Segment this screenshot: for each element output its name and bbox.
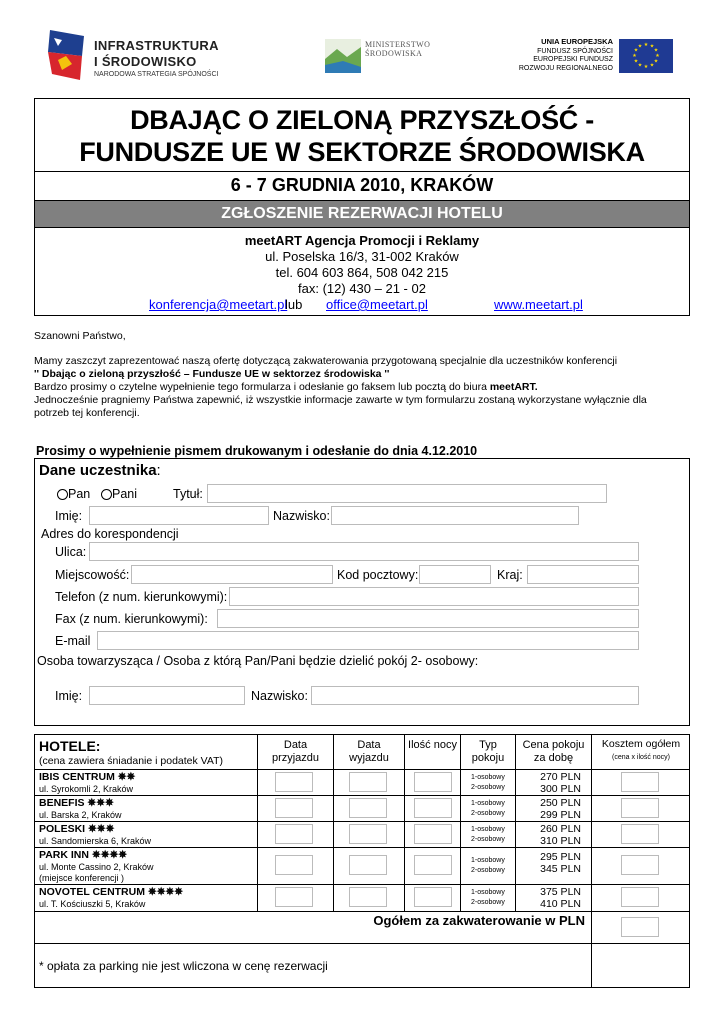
- eu-text: [519, 38, 613, 73]
- col-total: Kosztem ogółem: [601, 738, 681, 750]
- price-single: 260 PLN: [540, 823, 581, 835]
- kod-label: Kod pocztowy:: [337, 568, 419, 582]
- price-cell: [521, 851, 581, 875]
- hotel-name: NOVOTEL CENTRUM ✵✵✵✵: [39, 886, 184, 898]
- col-type: [461, 739, 515, 765]
- intro-p3a: Bardzo prosimy o czytelne wypełnienie tego formularza i odesłanie go faksem lub pocztą do biura: [34, 381, 490, 393]
- svg-text:★: ★: [633, 47, 639, 54]
- svg-text:★: ★: [633, 58, 639, 65]
- price-cell: [521, 823, 581, 847]
- ulica-input[interactable]: [89, 542, 639, 561]
- hotel-street: ul. Monte Cassino 2, Kraków: [39, 862, 154, 872]
- intro-p4: Jednocześnie pragniemy Państwa zapewnić, iż wszystkie informacje zawarte w tym formularzu zostaną wykorzystane wyłącznie dla: [34, 394, 647, 406]
- type2: 2-osobowy: [471, 836, 505, 843]
- companion-label: Osoba towarzysząca / Osoba z którą Pan/Pani będzie dzielić pokój 2- osobowy:: [37, 654, 479, 668]
- col-divider: [591, 735, 592, 988]
- imie-input[interactable]: [89, 506, 269, 525]
- kraj-label: Kraj:: [497, 568, 523, 582]
- price-double: 299 PLN: [540, 809, 581, 821]
- col-arrival-l1: Data: [283, 739, 308, 751]
- svg-text:★: ★: [632, 53, 637, 59]
- pani-radio[interactable]: [101, 489, 112, 500]
- hotel-street: ul. Barska 2, Kraków: [39, 810, 122, 820]
- participant-heading: [39, 462, 161, 479]
- participant-heading-colon: :: [156, 462, 161, 479]
- type2: 2-osobowy: [471, 784, 505, 791]
- nights-input[interactable]: [414, 772, 452, 792]
- svg-text:★: ★: [637, 43, 643, 50]
- tytul-input[interactable]: [207, 484, 607, 503]
- eu-logo: [505, 38, 675, 74]
- price-single: 375 PLN: [540, 886, 581, 898]
- total-input[interactable]: [621, 887, 659, 907]
- svg-text:★: ★: [637, 62, 643, 69]
- price-single: 270 PLN: [540, 771, 581, 783]
- telefon-label: Telefon (z num. kierunkowymi):: [55, 590, 228, 604]
- total-input[interactable]: [621, 772, 659, 792]
- type1: 1-osobowy: [471, 857, 505, 864]
- intro-p1: Mamy zaszczyt zaprezentować naszą ofertę dotyczącą zakwaterowania przygotowaną specjalnie dla uczestników konferencji: [34, 355, 618, 367]
- room-types: [471, 773, 505, 793]
- hotel-extra: (miejsce konferencji ): [39, 873, 125, 883]
- form-instruction: Prosimy o wypełnienie pismem drukowanym i odesłanie do dnia 4.12.2010: [36, 444, 478, 458]
- departure-input[interactable]: [349, 887, 387, 907]
- hotel-street: ul. T. Kościuszki 5, Kraków: [39, 899, 146, 909]
- nazwisko-label: Nazwisko:: [273, 509, 330, 523]
- ulica-label: Ulica:: [55, 545, 87, 559]
- type2: 2-osobowy: [471, 867, 505, 874]
- col-price: [516, 739, 591, 765]
- hotel-name: PARK INN ✵✵✵✵: [39, 849, 128, 861]
- event-date: 6 - 7 GRUDNIA 2010, KRAKÓW: [230, 175, 494, 195]
- departure-input[interactable]: [349, 824, 387, 844]
- price-single: 250 PLN: [540, 797, 581, 809]
- infra-line1: INFRASTRUKTURA: [94, 38, 219, 53]
- row-divider: [35, 911, 689, 912]
- price-double: 310 PLN: [540, 835, 581, 847]
- pani-label: Pani: [112, 487, 138, 501]
- reservation-band: ZGŁOSZENIE REZERWACJI HOTELU: [35, 201, 689, 227]
- intro-p2: '' Dbając o zieloną przyszłość – Fundusze UE w sektorzez środowiska '': [34, 368, 390, 380]
- total-input[interactable]: [621, 855, 659, 875]
- type1: 1-osobowy: [471, 800, 505, 807]
- infrastruktura-logo: [48, 28, 238, 84]
- intro-p3: [34, 381, 538, 394]
- svg-text:★: ★: [649, 43, 655, 50]
- pan-radio[interactable]: [57, 489, 68, 500]
- departure-input[interactable]: [349, 855, 387, 875]
- eu-line2: FUNDUSZ SPÓJNOŚCI: [537, 47, 613, 55]
- ministry-line1: MINISTERSTWO: [365, 40, 431, 49]
- type2: 2-osobowy: [471, 899, 505, 906]
- total-input[interactable]: [621, 824, 659, 844]
- nights-input[interactable]: [414, 887, 452, 907]
- participant-heading-text: Dane uczestnika: [39, 462, 157, 479]
- nazwisko2-input[interactable]: [311, 686, 639, 705]
- infra-line2: I ŚRODOWISKO: [94, 54, 197, 69]
- tytul-label: Tytuł:: [173, 487, 203, 501]
- row-divider: [35, 943, 689, 944]
- departure-input[interactable]: [349, 798, 387, 818]
- nights-input[interactable]: [414, 824, 452, 844]
- total-input[interactable]: [621, 798, 659, 818]
- svg-text:★: ★: [653, 47, 659, 54]
- intro-p3b: meetART.: [489, 381, 538, 393]
- room-types: [471, 888, 505, 908]
- kraj-input[interactable]: [527, 565, 639, 584]
- hotel-name: IBIS CENTRUM ✵✵: [39, 771, 136, 783]
- svg-text:★: ★: [643, 42, 649, 48]
- price-cell: [521, 797, 581, 821]
- eu-flag-icon: [619, 39, 673, 73]
- arrival-input[interactable]: [275, 887, 313, 907]
- hotels-subtitle: (cena zawiera śniadanie i podatek VAT): [39, 755, 224, 767]
- row-divider: [35, 884, 689, 885]
- imie2-label: Imię:: [55, 689, 83, 703]
- svg-text:★: ★: [643, 64, 649, 70]
- parking-note: * opłata za parking nie jest wliczona w cenę rezerwacji: [39, 959, 328, 973]
- type1: 1-osobowy: [471, 774, 505, 781]
- type2: 2-osobowy: [471, 810, 505, 817]
- nights-input[interactable]: [414, 798, 452, 818]
- type1: 1-osobowy: [471, 889, 505, 896]
- row-divider: [35, 821, 689, 822]
- col-type-l1: Typ: [479, 739, 497, 751]
- eu-line1: UNIA EUROPEJSKA: [541, 37, 613, 46]
- intro-p5: potrzeb tej konferencji.: [34, 407, 140, 419]
- email-input[interactable]: [97, 631, 639, 650]
- total-label: Ogółem za zakwaterowanie w PLN: [373, 913, 585, 928]
- email-konferencja-link[interactable]: konferencja@meetart.pl: [149, 297, 288, 312]
- col-arrival-l2: przyjazdu: [271, 752, 320, 764]
- telefon-input[interactable]: [229, 587, 639, 606]
- nazwisko-input[interactable]: [331, 506, 579, 525]
- arrival-input[interactable]: [275, 855, 313, 875]
- organizer-tel: tel. 604 603 864, 508 042 215: [275, 265, 449, 280]
- fax-input[interactable]: [217, 609, 639, 628]
- organizer-name: meetART Agencja Promocji i Reklamy: [244, 233, 480, 248]
- row-divider: [35, 795, 689, 796]
- svg-text:★: ★: [655, 53, 660, 59]
- col-departure-l2: wyjazdu: [349, 752, 389, 764]
- price-double: 300 PLN: [540, 783, 581, 795]
- nazwisko2-label: Nazwisko:: [251, 689, 308, 703]
- row-divider: [35, 769, 689, 770]
- title-box: [34, 98, 690, 316]
- infrastruktura-flag-icon: [48, 30, 84, 80]
- arrival-input[interactable]: [275, 772, 313, 792]
- pan-label: Pan: [68, 487, 91, 501]
- col-price-l1: Cena pokoju: [522, 739, 585, 751]
- room-types: [471, 799, 505, 819]
- price-double: 410 PLN: [540, 898, 581, 910]
- title-divider: [35, 171, 689, 172]
- col-price-l2: za dobę: [533, 752, 574, 764]
- col-departure-l1: Data: [357, 739, 381, 751]
- departure-input[interactable]: [349, 772, 387, 792]
- col-type-l2: pokoju: [471, 752, 505, 764]
- ministry-text: [365, 40, 430, 58]
- miejscowosc-label: Miejscowość:: [55, 568, 130, 582]
- miejscowosc-input[interactable]: [131, 565, 333, 584]
- price-double: 345 PLN: [540, 863, 581, 875]
- price-single: 295 PLN: [540, 851, 581, 863]
- organizer-fax: fax: (12) 430 – 21 - 02: [298, 281, 426, 296]
- arrival-input[interactable]: [275, 798, 313, 818]
- col-departure: [334, 739, 404, 765]
- price-cell: [521, 886, 581, 910]
- imie2-input[interactable]: [89, 686, 245, 705]
- nights-input[interactable]: [414, 855, 452, 875]
- email-office-link[interactable]: office@meetart.pl: [326, 297, 428, 312]
- infra-line3: NARODOWA STRATEGIA SPÓJNOŚCI: [94, 71, 219, 78]
- adres-label: Adres do korespondencji: [41, 527, 179, 541]
- hotel-street: ul. Sandomierska 6, Kraków: [39, 836, 152, 846]
- or-text: lub: [285, 297, 303, 312]
- www-link[interactable]: www.meetart.pl: [494, 297, 583, 312]
- col-arrival: [258, 739, 333, 765]
- type1: 1-osobowy: [471, 826, 505, 833]
- organizer-street: ul. Poselska 16/3, 31-002 Kraków: [265, 249, 459, 264]
- imie-label: Imię:: [55, 509, 83, 523]
- kod-input[interactable]: [419, 565, 491, 584]
- hotel-name: POLESKI ✵✵✵: [39, 823, 115, 835]
- hotels-title: HOTELE:: [39, 738, 101, 754]
- price-cell: [521, 771, 581, 795]
- hotels-table: [34, 734, 690, 988]
- ministry-landscape-icon: [325, 39, 361, 73]
- svg-text:★: ★: [649, 62, 655, 69]
- col-total-note: (cena x ilość nocy): [612, 754, 670, 761]
- ministry-logo: [325, 36, 435, 76]
- participant-box: [34, 458, 690, 726]
- email-label: E-mail: [55, 634, 91, 648]
- ministry-line2: ŚRODOWISKA: [365, 49, 423, 58]
- eu-line3: EUROPEJSKI FUNDUSZ: [533, 56, 613, 63]
- band-divider: [35, 227, 689, 228]
- title-line2: FUNDUSZE UE W SEKTORZE ŚRODOWISKA: [79, 137, 645, 167]
- fax-label: Fax (z num. kierunkowymi):: [55, 612, 208, 626]
- arrival-input[interactable]: [275, 824, 313, 844]
- row-divider: [35, 847, 689, 848]
- svg-text:★: ★: [653, 58, 659, 65]
- hotel-street: ul. Syrokomli 2, Kraków: [39, 784, 134, 794]
- room-types: [471, 825, 505, 845]
- room-types: [471, 856, 505, 876]
- title-line1: DBAJĄC O ZIELONĄ PRZYSZŁOŚĆ -: [130, 105, 594, 135]
- grand-total-input[interactable]: [621, 917, 659, 937]
- hotel-name: BENEFIS ✵✵✵: [39, 797, 114, 809]
- eu-line4: ROZWOJU REGIONALNEGO: [518, 64, 613, 72]
- greeting: Szanowni Państwo,: [34, 330, 126, 342]
- col-nights: Ilość nocy: [408, 739, 457, 751]
